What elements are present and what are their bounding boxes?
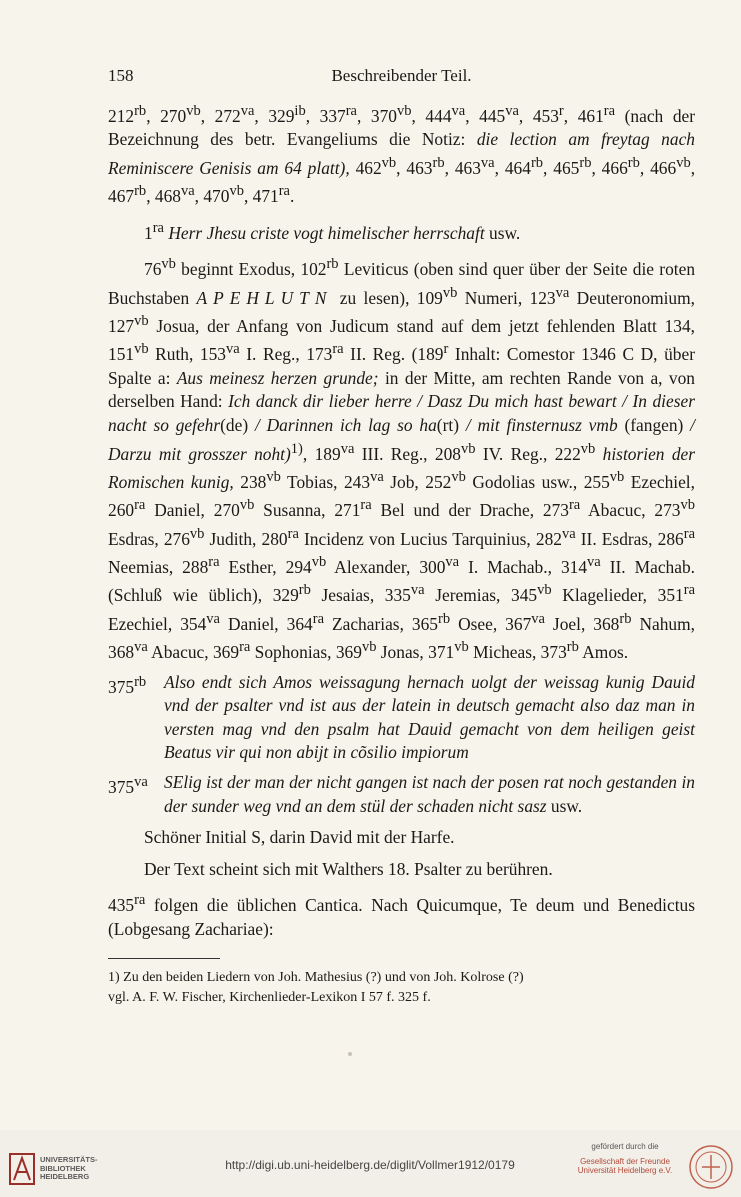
sponsor-label: gefördert durch die (591, 1142, 659, 1151)
footnote-line-2: vgl. A. F. W. Fischer, Kirchenlieder-Lexikon I 57 f. 325 f. (108, 990, 431, 1005)
library-name: UNIVERSITÄTS- BIBLIOTHEK HEIDELBERG (40, 1155, 98, 1181)
paper-speck (348, 1052, 352, 1056)
page-header (108, 66, 695, 88)
running-title: Beschreibender Teil. (331, 66, 472, 85)
university-seal-icon (688, 1144, 734, 1190)
psalm-entry-375va: $375^{va}$ SElig ist der man der nicht gangen ist nach der posen rat noch gestanden in der sunder weg vnd an dem stül der schaden nicht sasz usw. (108, 772, 695, 816)
paragraph-3: $76^{vb}$ beginnt Exodus, $102^{rb}$ Leviticus (oben sind quer über der Seite die roten Buchstaben APEHLUTN zu lesen), $109^{vb}$ Numeri, $123^{va}$ Deuteronomium, $127^{vb}$ Josua, der Anfang von Judicum stand auf dem jetzt fehlenden Blatt 134, $151^{vb}$ Ruth, $153^{va}$ I. Reg., $173^{ra}$ II. Reg. (189$^r$ Inhalt: Comestor 1346 C D, über Spalte a: Aus meinesz herzen grunde; in der Mitte, am rechten Rande von a, von derselben Hand: Ich danck dir lieber herre / Dasz Du mich hast bewart / In dieser nacht so gefehr(de) / Darinnen ich lag so ha(rt) / mit finsternusz vmb (fangen) / Darzu mit grosszer noht)$^{1)}$, $189^{va}$ III. Reg., $208^{vb}$ IV. Reg., $222^{vb}$ historien der Romischen kunig, $238^{vb}$ Tobias, $243^{va}$ Job, $252^{vb}$ Godolias usw., $255^{vb}$ Ezechiel, $260^{ra}$ Daniel, $270^{vb}$ Susanna, $271^{ra}$ Bel und der Drache, $273^{ra}$ Abacuc, $273^{vb}$ Esdras, $276^{vb}$ Judith, $280^{ra}$ Incidenz von Lucius Tarquinius, $282^{va}$ II. Esdras, $286^{ra}$ Neemias, $288^{ra}$ Esther, $294^{vb}$ Alexander, $300^{va}$ I. Machab., $314^{va}$ II. Machab. (Schluß wie üblich), $329^{rb}$ Jesaias, $335^{va}$ Jeremias, $345^{vb}$ Klagelieder, $351^{ra}$ Ezechiel, $354^{va}$ Daniel, $364^{ra}$ Zacharias, $365^{rb}$ Osee, $367^{va}$ Joel, $368^{rb}$ Nahum, $368^{va}$ Abacuc, $369^{ra}$ Sophonias, $369^{vb}$ Jonas, $371^{vb}$ Micheas, $373^{rb}$ Amos. (108, 256, 696, 663)
footnote-ref[interactable]: 1) (290, 440, 303, 457)
paragraph-2: $1^{ra}$ Herr Jhesu criste vogt himelischer herrschaft usw. (144, 219, 521, 243)
paragraph-walther: Der Text scheint sich mit Walthers 18. Psalter zu berühren. (144, 858, 553, 879)
library-logo-icon (8, 1150, 36, 1186)
digitization-footer (0, 1130, 741, 1197)
paragraph-cantica: $435^{ra}$ folgen die üblichen Cantica. Nach Quicumque, Te deum und Benedictus (Lobgesang Zachariae): (108, 892, 695, 939)
footnote-divider (108, 958, 220, 959)
paragraph-initial: Schöner Initial S, darin David mit der Harfe. (144, 827, 455, 848)
sponsor-block (566, 1142, 684, 1175)
main-text (108, 100, 695, 941)
page-number: 158 (108, 66, 134, 85)
footnote (108, 968, 695, 1008)
sponsor-name-2: Universität Heidelberg e.V. (577, 1166, 673, 1175)
source-url-link[interactable]: http://digi.ub.uni-heidelberg.de/diglit/Vollmer1912/0179 (225, 1158, 515, 1172)
footnote-line-1: 1) Zu den beiden Liedern von Joh. Mathesius (?) und von Joh. Kolrose (?) (108, 970, 524, 985)
paragraph-1: $212^{rb}$, $270^{vb}$, $272^{va}$, $329^{ib}$, $337^{ra}$, $370^{vb}$, $444^{va}$, $445^{va}$, 453$^r$, $461^{ra}$ (nach der Bezeichnung des betr. Evangeliums die Notiz: die lection am freytag nach Reminiscere Genisis am 64 platt), $462^{vb}$, $463^{rb}$, $463^{va}$, $464^{rb}$, $465^{rb}$, $466^{rb}$, $466^{vb}$, $467^{rb}$, $468^{va}$, $470^{vb}$, $471^{ra}$. (108, 103, 696, 207)
psalm-entry-375rb: $375^{rb}$ Also endt sich Amos weissagung hernach uolgt der weissag kunig Dauid vnd der psalter vnd ist aus der latein in deutsch gemacht also daz man in versten mag vnd den psalm hat Dauid gemacht von dem heiligen geist Beatus vir qui non abijt in cõsilio impiorum (108, 671, 695, 763)
sponsor-name-1: Gesellschaft der Freunde (580, 1157, 670, 1166)
